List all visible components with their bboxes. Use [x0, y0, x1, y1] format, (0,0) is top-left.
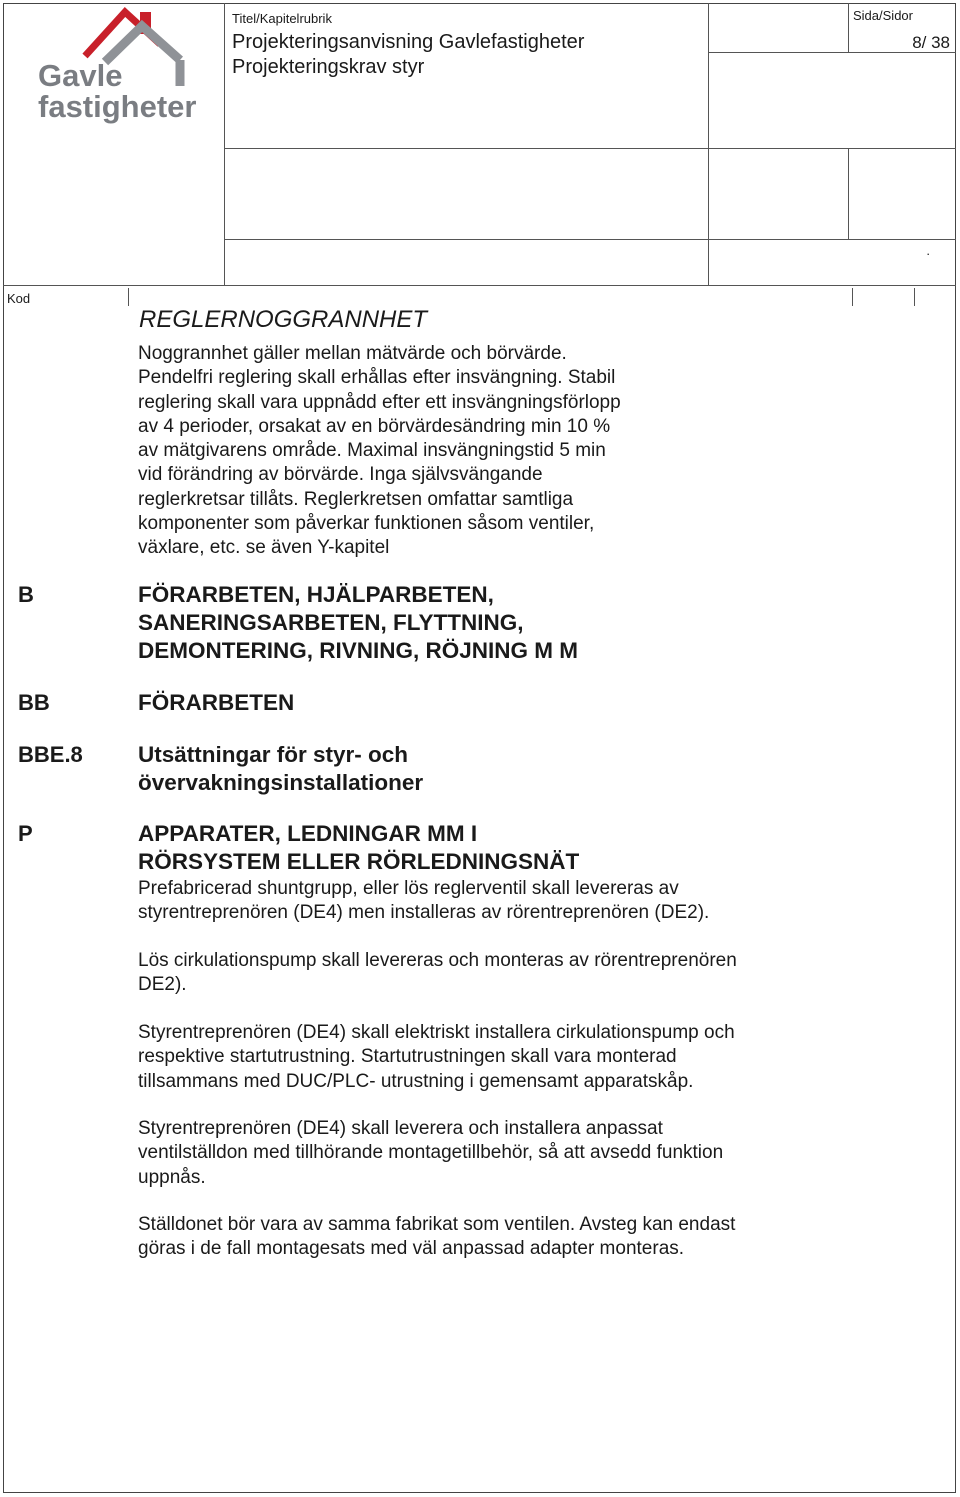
text-line: av mätgivarens område. Maximal insvängningstid 5 min [138, 440, 606, 462]
header-rule-3 [224, 239, 956, 240]
code-bb: BB [18, 690, 50, 715]
text-line: av 4 perioder, orsakat av en börvärdesändring min 10 % [138, 415, 611, 437]
text-line: respektive startutrustning. Startutrustningen skall vara monterad [138, 1046, 677, 1068]
header-divider-inner-1 [848, 148, 849, 239]
code-b: B [18, 582, 34, 607]
heading-line: APPARATER, LEDNINGAR MM I [138, 821, 478, 846]
text-line: reglerkretsar tillåts. Reglerkretsen omfattar samtliga [138, 488, 574, 510]
text-line: växlare, etc. se även Y-kapitel [138, 537, 390, 559]
document-title-line-2: Projekteringskrav styr [232, 56, 425, 78]
text-line: Prefabricerad shuntgrupp, eller lös reglerventil skall levereras av [138, 878, 679, 899]
page-number: 8/ 38 [912, 33, 950, 52]
text-line: Pendelfri reglering skall erhållas efter insvängning. Stabil [138, 367, 616, 389]
svg-text:Gavle: Gavle [38, 58, 123, 93]
paragraph-shuntgrupp [138, 877, 709, 926]
paragraph-cirkulationspump [138, 949, 737, 998]
text-line: Lös cirkulationspump skall levereras och monteras av rörentreprenören [138, 950, 737, 971]
section-heading-b [138, 581, 578, 665]
logo-house-icon [30, 4, 200, 134]
heading-line: Utsättningar för styr- och [138, 742, 409, 767]
paragraph-stalldon [138, 1117, 723, 1190]
text-line: reglering skall vara uppnådd efter ett insvängningsförlopp [138, 391, 621, 413]
kod-tick-3 [914, 288, 915, 306]
text-line: Ställdonet bör vara av samma fabrikat som ventilen. Avsteg kan endast [138, 1214, 736, 1235]
section-heading-reglernoggrannhet: REGLERNOGGRANNHET [139, 306, 428, 333]
gavle-fastigheter-logo [30, 4, 200, 134]
text-line: komponenter som påverkar funktionen såsom ventiler, [138, 513, 595, 535]
text-line: vid förändring av börvärde. Inga självsvängande [138, 464, 543, 486]
document-title-line-1: Projekteringsanvisning Gavlefastigheter [232, 31, 585, 53]
header-divider-logo [224, 3, 225, 286]
code-p: P [18, 821, 33, 846]
text-line: Styrentreprenören (DE4) skall leverera och installera anpassat [138, 1118, 663, 1139]
header-divider-page [708, 3, 709, 286]
text-line: Styrentreprenören (DE4) skall elektriskt installera cirkulationspump och [138, 1022, 735, 1043]
section-heading-bb: FÖRARBETEN [138, 690, 295, 715]
kod-tick-1 [128, 288, 129, 306]
text-line: uppnås. [138, 1166, 206, 1188]
kod-label: Kod [7, 291, 31, 306]
code-bbe8: BBE.8 [18, 742, 83, 767]
title-label: Titel/Kapitelrubrik [232, 11, 332, 26]
text-line: Noggrannhet gäller mellan mätvärde och börvärde. [138, 343, 567, 364]
text-line: tillsammans med DUC/PLC- utrustning i gemensamt apparatskåp. [138, 1070, 694, 1092]
section-heading-p [138, 820, 579, 876]
heading-line: RÖRSYSTEM ELLER RÖRLEDNINGSNÄT [138, 849, 580, 874]
paragraph-elektriskt [138, 1021, 735, 1094]
text-line: göras i de fall montagesats med väl anpassad adapter monteras. [138, 1238, 685, 1260]
header-dot: . [926, 243, 930, 258]
section-heading-bbe8 [138, 741, 423, 797]
paragraph-fabrikat [138, 1213, 735, 1262]
text-line: DE2). [138, 974, 187, 996]
heading-line: DEMONTERING, RIVNING, RÖJNING M M [138, 638, 579, 663]
text-line: styrentreprenören (DE4) men installeras av rörentreprenören (DE2). [138, 902, 710, 924]
kod-tick-2 [852, 288, 853, 306]
heading-line: SANERINGSARBETEN, FLYTTNING, [138, 610, 524, 635]
header-divider-right [848, 3, 849, 53]
page-label: Sida/Sidor [853, 8, 913, 23]
header-rule-4 [3, 285, 956, 286]
heading-line: FÖRARBETEN, HJÄLPARBETEN, [138, 582, 494, 607]
text-line: ventilställdon med tillhörande montagetillbehör, så att avsedd funktion [138, 1142, 724, 1164]
heading-line: övervakningsinstallationer [138, 770, 424, 795]
svg-text:fastigheter: fastigheter [38, 89, 197, 124]
reglernoggrannhet-text [138, 342, 621, 561]
header-rule-2 [224, 148, 956, 149]
